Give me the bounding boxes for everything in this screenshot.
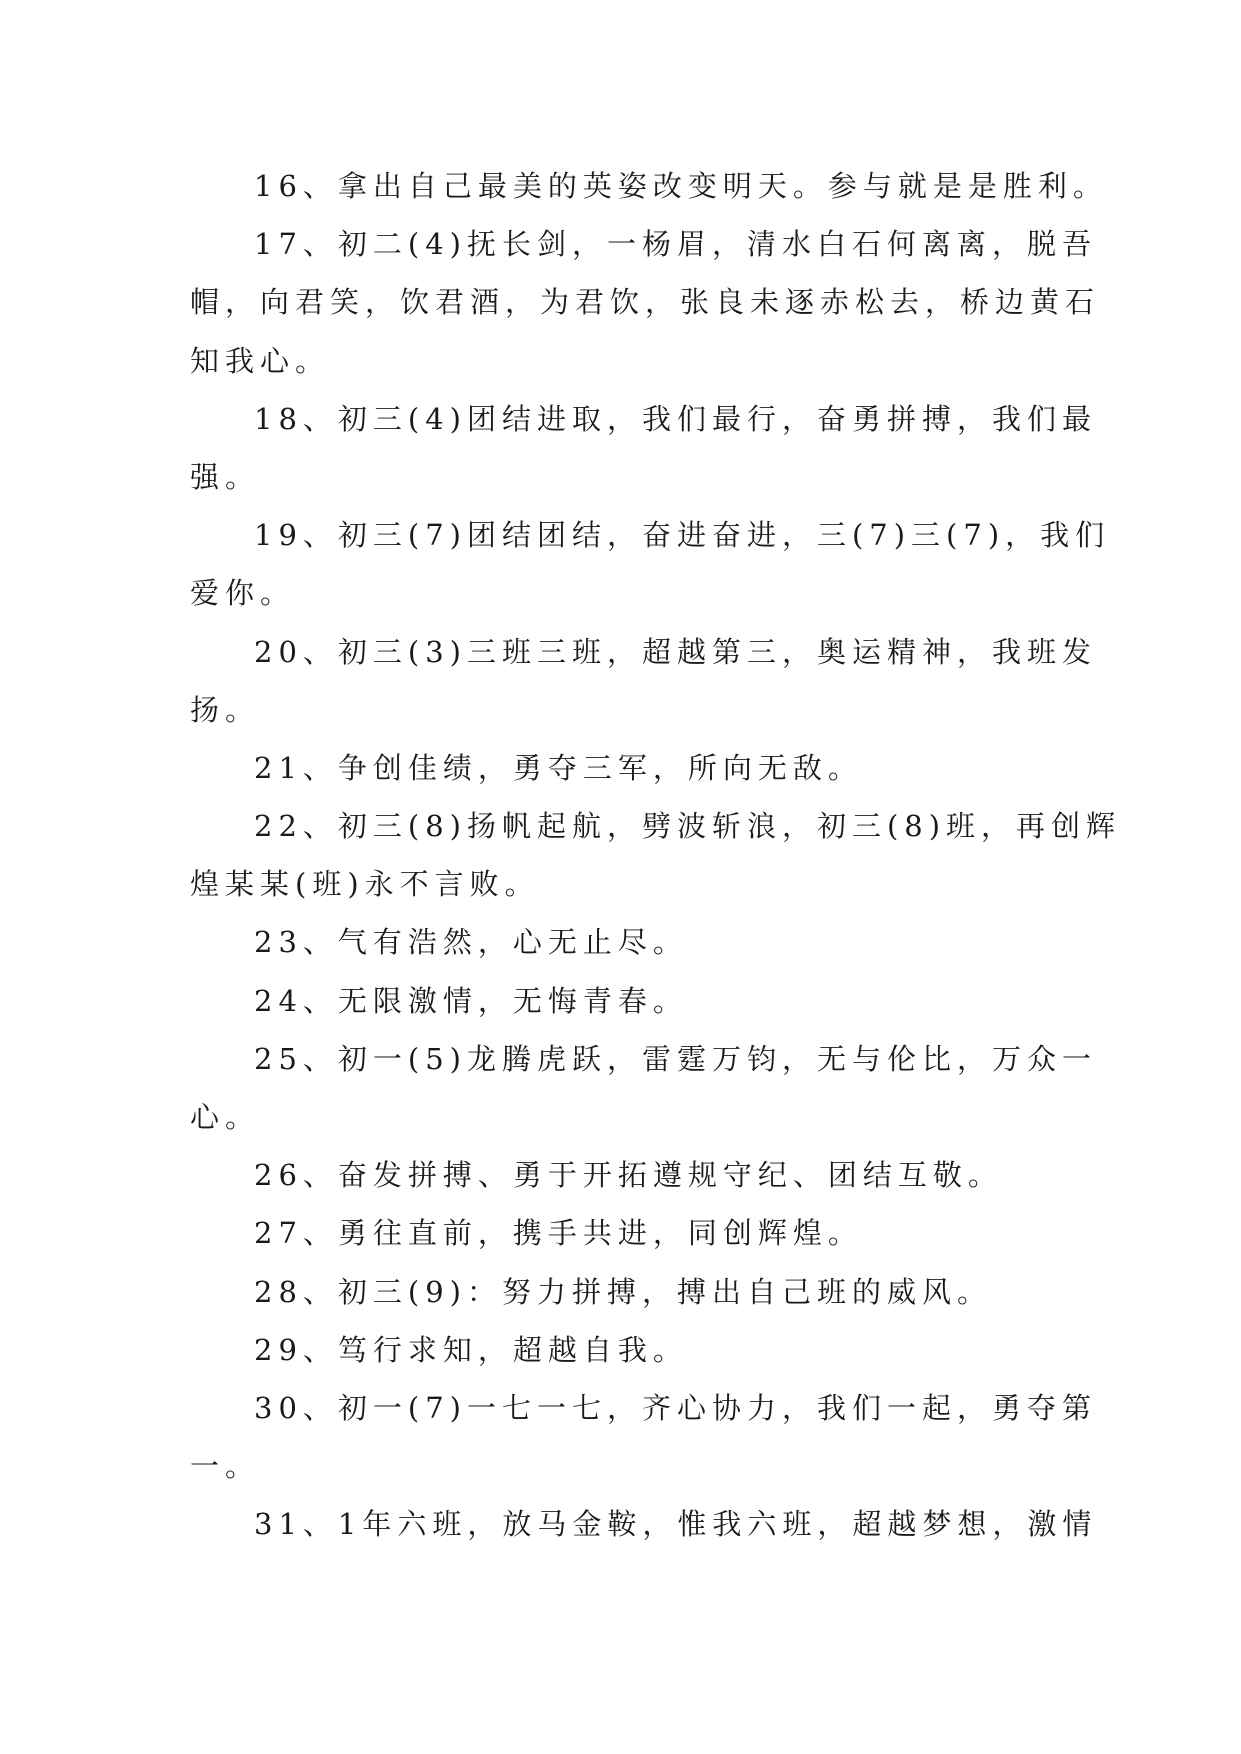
slogan-27: 27、勇往直前，携手共进，同创辉煌。 bbox=[254, 1216, 863, 1251]
slogan-24: 24、无限激情，无悔青春。 bbox=[254, 983, 688, 1018]
slogan-22: 22、初三(8)扬帆起航，劈波斩浪，初三(8)班，再创辉 bbox=[254, 809, 1122, 844]
slogan-30: 30、初一(7)一七一七，齐心协力，我们一起，勇夺第 bbox=[254, 1390, 1097, 1425]
slogan-18: 18、初三(4)团结进取，我们最行，奋勇拼搏，我们最 bbox=[254, 401, 1097, 436]
slogan-29: 29、笃行求知，超越自我。 bbox=[254, 1332, 688, 1367]
slogan-26: 26、奋发拼搏、勇于开拓遵规守纪、团结互敬。 bbox=[254, 1158, 1003, 1193]
slogan-19-end: 爱你。 bbox=[190, 576, 296, 611]
slogan-list bbox=[190, 157, 1122, 1554]
slogan-25: 25、初一(5)龙腾虎跃，雷霆万钧，无与伦比，万众一 bbox=[254, 1041, 1097, 1076]
slogan-31: 31、1年六班，放马金鞍，惟我六班，超越梦想，激情 bbox=[254, 1507, 1098, 1542]
slogan-23: 23、气有浩然，心无止尽。 bbox=[254, 925, 688, 960]
slogan-20: 20、初三(3)三班三班，超越第三，奥运精神，我班发 bbox=[254, 634, 1097, 669]
slogan-17-continued: 帽，向君笑，饮君酒，为君饮，张良未逐赤松去，桥边黄石 bbox=[190, 285, 1101, 320]
slogan-25-end: 心。 bbox=[190, 1100, 261, 1134]
slogan-28: 28、初三(9)：努力拼搏，搏出自己班的威风。 bbox=[254, 1274, 992, 1309]
slogan-18-end: 强。 bbox=[190, 459, 261, 494]
slogan-21: 21、争创佳绩，勇夺三军，所向无敌。 bbox=[254, 750, 863, 785]
slogan-20-end: 扬。 bbox=[190, 692, 261, 727]
slogan-19: 19、初三(7)团结团结，奋进奋进，三(7)三(7)，我们 bbox=[254, 518, 1111, 553]
slogan-17: 17、初二(4)抚长剑，一杨眉，清水白石何离离，脱吾 bbox=[254, 227, 1097, 262]
slogan-17-end: 知我心。 bbox=[190, 343, 331, 378]
slogan-22-end: 煌某某(班)永不言败。 bbox=[190, 867, 540, 902]
slogan-30-end: 一。 bbox=[190, 1449, 261, 1484]
slogan-16: 16、拿出自己最美的英姿改变明天。参与就是是胜利。 bbox=[254, 169, 1108, 203]
